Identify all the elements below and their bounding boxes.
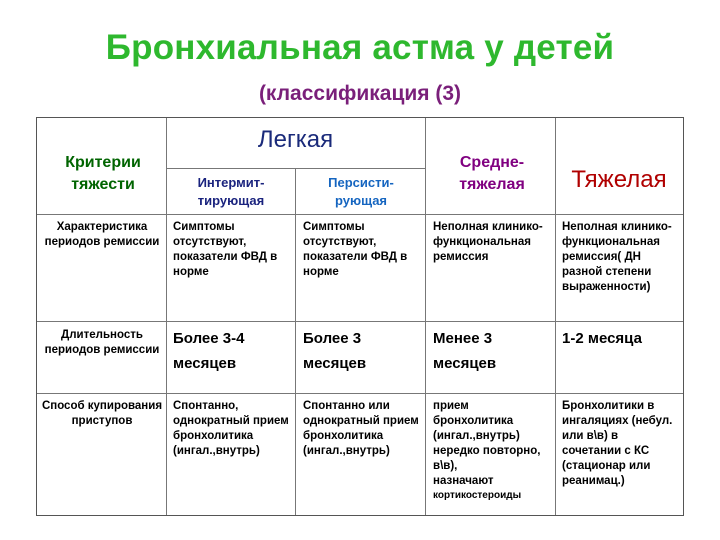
header-intermittent: Интермит-тирующая <box>197 175 265 208</box>
row-divider <box>37 321 683 322</box>
page-subtitle: (классификация (3) <box>258 82 462 105</box>
cell-intermittent-relief: Спонтанно, однократный прием бронхолитика (ингал.,внутрь) <box>173 400 289 457</box>
row-label-relief-method: Способ купирования приступов <box>41 400 163 427</box>
cell-persistent-duration: Более 3 месяцев <box>303 330 367 372</box>
cell-intermittent-duration: Более 3-4 месяцев <box>173 330 245 372</box>
col-divider <box>425 118 426 515</box>
cell-moderate-relief <box>433 399 551 503</box>
cell-intermittent-remission: Симптомы отсутствуют, показатели ФВД в норме <box>173 221 278 278</box>
header-criteria: Критерии тяжести <box>65 154 141 193</box>
col-divider <box>166 118 167 515</box>
row-divider <box>166 168 425 169</box>
header-severe: Тяжелая <box>571 166 667 193</box>
row-label-remission-duration: Длительность периодов ремиссии <box>44 329 160 356</box>
cell-severe-duration: 1-2 месяца <box>562 330 642 347</box>
cell-moderate-relief-small: кортикостероиды <box>433 490 522 501</box>
cell-severe-remission: Неполная клинико-функциональная ремиссия( ДН разной степени выраженности) <box>562 221 672 293</box>
page-title: Бронхиальная астма у детей <box>105 28 615 67</box>
cell-moderate-relief-main: прием бронхолитика (ингал.,внутрь) нередко повторно, в\в), <box>433 400 541 472</box>
cell-moderate-remission: Неполная клинико-функциональная ремиссия <box>433 221 543 263</box>
header-moderate: Средне-тяжелая <box>459 154 525 193</box>
col-divider <box>295 168 296 515</box>
header-persistent: Персисти-рующая <box>328 175 394 208</box>
cell-moderate-relief-extra: назначают <box>433 475 494 487</box>
cell-severe-relief: Бронхолитики в ингаляциях (небул. или в\в) в сочетании с КС (стационар или реанимац.) <box>562 400 673 487</box>
cell-persistent-relief: Спонтанно или однократный прием бронхолитика (ингал.,внутрь) <box>303 400 419 457</box>
row-label-remission-characteristic: Характеристика периодов ремиссии <box>44 221 160 248</box>
row-divider <box>37 393 683 394</box>
classification-table <box>36 117 684 516</box>
row-divider <box>37 214 683 215</box>
cell-moderate-duration: Менее 3 месяцев <box>433 330 497 372</box>
cell-persistent-remission: Симптомы отсутствуют, показатели ФВД в норме <box>303 221 408 278</box>
header-mild: Легкая <box>257 126 334 153</box>
